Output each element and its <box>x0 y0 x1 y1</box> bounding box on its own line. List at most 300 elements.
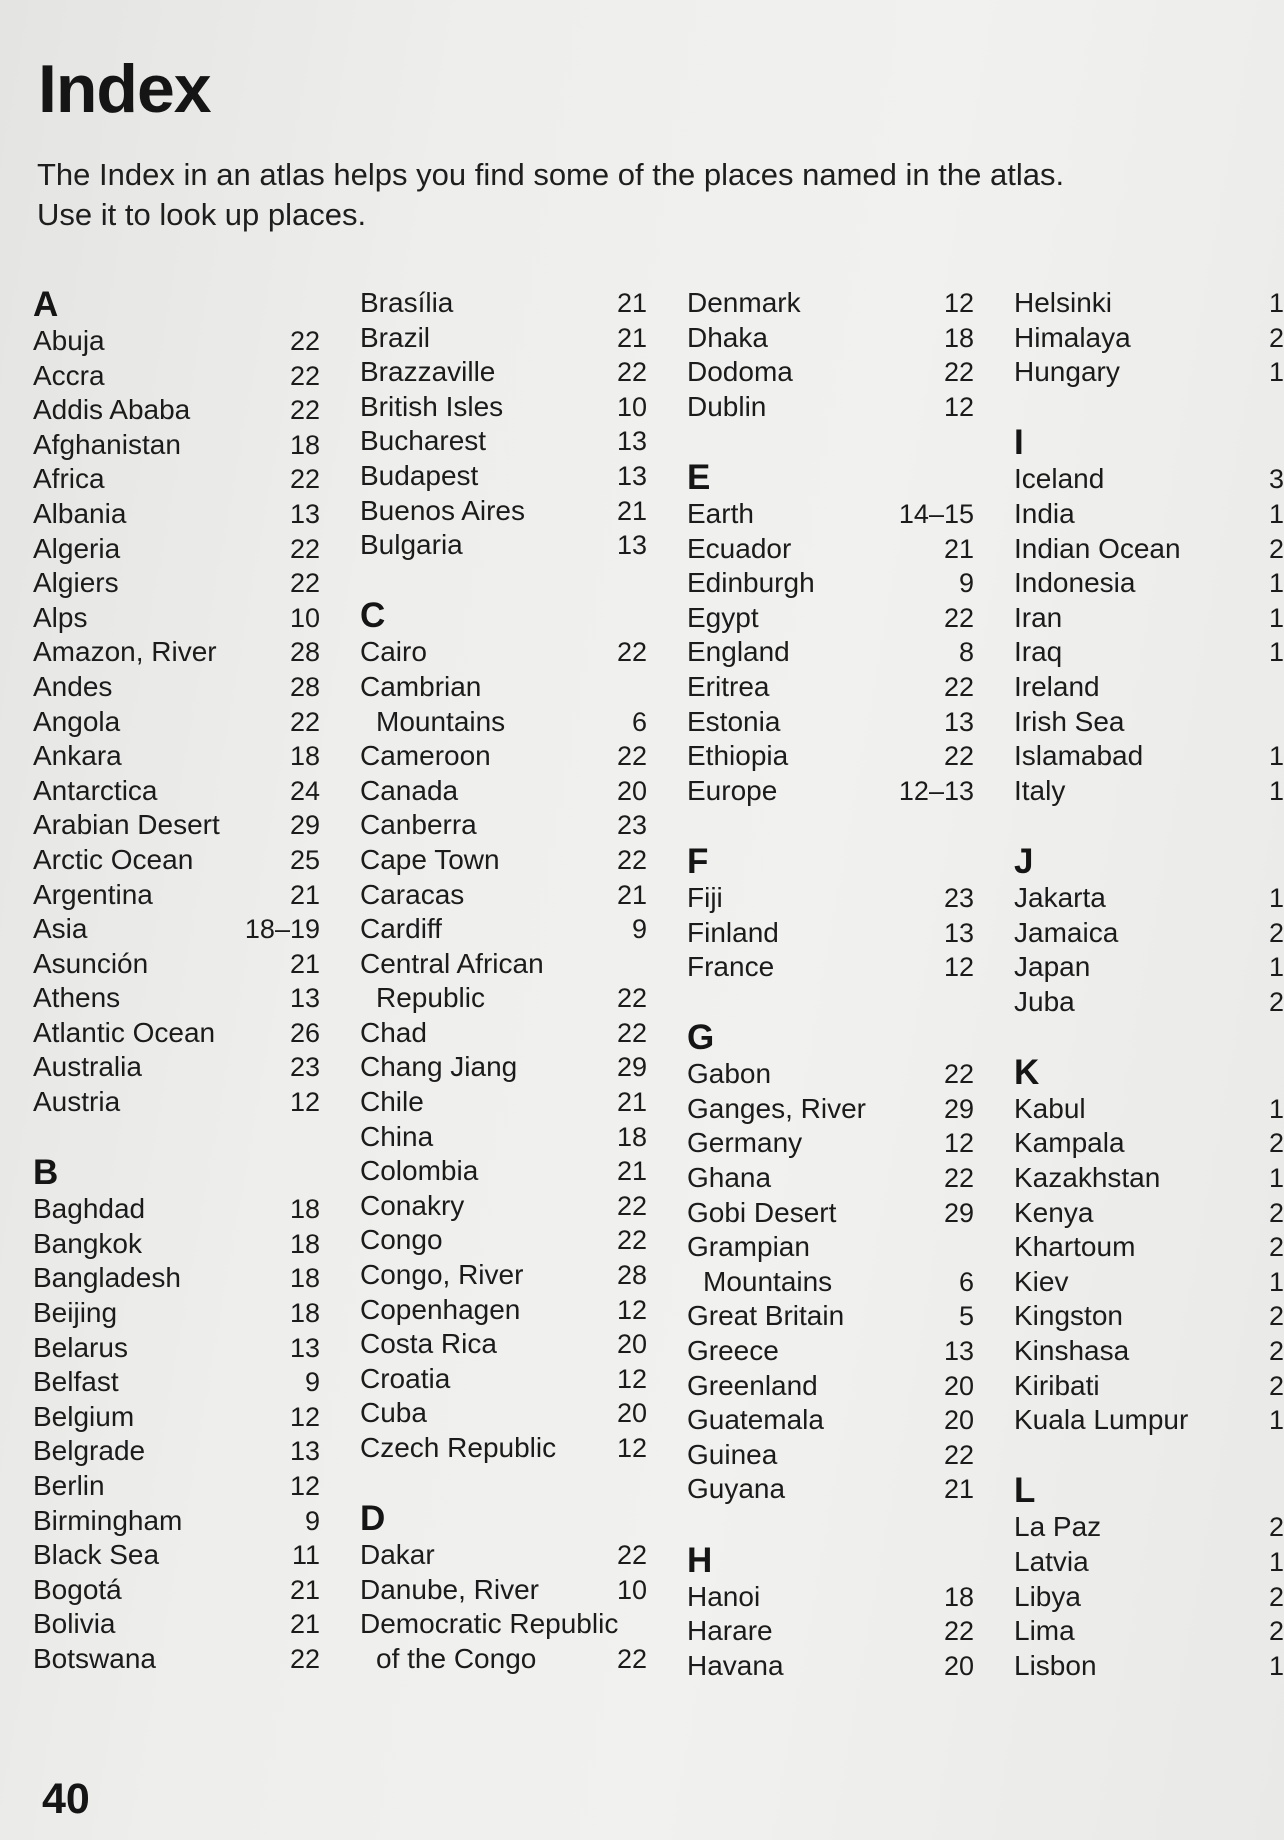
index-column-3 <box>687 286 974 1683</box>
index-entry <box>33 705 320 740</box>
index-entry-page: 9 <box>304 1367 320 1398</box>
index-entry-name: Chile <box>360 1086 424 1118</box>
index-entry-name: Himalaya <box>1014 321 1131 353</box>
index-entry-page: 18 <box>943 322 974 353</box>
index-spacer <box>1014 1019 1276 1054</box>
index-entry-name: Belfast <box>33 1366 119 1398</box>
index-entry-page: 12 <box>943 952 974 983</box>
index-entry <box>687 635 974 670</box>
index-entry-name: Argentina <box>33 878 153 910</box>
index-entry-name: France <box>687 951 775 983</box>
index-entry-name: Italy <box>1014 774 1066 806</box>
index-entry-page: 22 <box>943 741 974 772</box>
index-entry <box>360 1431 647 1466</box>
intro-line: The Index in an atlas helps you find some of the places named in the atlas. <box>37 157 1065 192</box>
index-entry-page: 21 <box>289 879 320 910</box>
index-entry-page: 2 <box>1268 917 1284 948</box>
index-entry <box>687 286 974 321</box>
index-entry <box>687 566 974 601</box>
index-entry <box>687 1161 974 1196</box>
index-entry-page: 22 <box>289 533 320 564</box>
index-entry-page: 22 <box>616 1643 647 1674</box>
index-entry-name: Germany <box>687 1127 803 1159</box>
index-entry-name: Iceland <box>1014 463 1105 495</box>
index-entry-page: 22 <box>616 741 647 772</box>
index-entry <box>360 1223 647 1258</box>
index-entry-page: 26 <box>289 1017 320 1048</box>
index-entry <box>1014 566 1284 601</box>
index-entry-name: Jamaica <box>1014 916 1119 948</box>
index-entry-name: Kenya <box>1014 1196 1094 1228</box>
index-entry-name: Libya <box>1014 1580 1081 1612</box>
index-entry <box>1014 1545 1284 1580</box>
index-spacer <box>687 808 974 843</box>
index-entry <box>1014 1403 1284 1438</box>
index-entry-page: 1 <box>1268 637 1284 668</box>
index-entry-name: Congo <box>360 1224 443 1256</box>
index-entry-page: 28 <box>616 1260 647 1291</box>
index-entry-name: Ankara <box>33 740 122 772</box>
index-entry-page: 13 <box>616 460 647 491</box>
index-entry-name: Belarus <box>33 1331 128 1363</box>
index-entry <box>687 1614 974 1649</box>
index-entry-page: 2 <box>1268 1370 1284 1401</box>
index-entry-name: Brazzaville <box>360 356 496 388</box>
index-entry <box>687 497 974 532</box>
index-entry-page: 13 <box>289 498 320 529</box>
index-entry-page: 13 <box>616 530 647 561</box>
index-entry-name: Republic <box>376 982 485 1014</box>
intro-line: Use it to look up places. <box>37 197 367 232</box>
index-entry-name: Edinburgh <box>687 567 815 599</box>
index-entry-name: Lima <box>1014 1615 1075 1647</box>
index-entry <box>1014 355 1284 390</box>
index-entry <box>360 286 647 321</box>
index-entry-name: Belgium <box>33 1400 135 1432</box>
index-entry-name: Ghana <box>687 1162 772 1194</box>
index-entry-name: Greece <box>687 1335 779 1367</box>
index-entry <box>687 1403 974 1438</box>
index-entry-page: 18 <box>616 1121 647 1152</box>
index-entry-page: 1 <box>1268 882 1284 913</box>
index-entry-name: Canada <box>360 774 459 806</box>
index-entry <box>1014 1092 1284 1127</box>
index-entry-page: 1 <box>1268 568 1284 599</box>
index-spacer <box>360 1466 647 1501</box>
index-entry <box>360 878 647 913</box>
index-entry-page: 22 <box>289 1643 320 1674</box>
index-entry <box>360 1573 647 1608</box>
index-entry-name: Canberra <box>360 809 477 841</box>
index-entry-page: 1 <box>1268 775 1284 806</box>
index-entry <box>360 321 647 356</box>
index-entry <box>33 1227 320 1262</box>
index-entry-name: Khartoum <box>1014 1231 1136 1263</box>
index-entry-page: 1 <box>1268 357 1284 388</box>
index-entry-name: Black Sea <box>33 1539 160 1571</box>
index-entry-page: 1 <box>1268 1405 1284 1436</box>
index-entry-name: Chad <box>360 1016 427 1048</box>
index-entry-name: Indian Ocean <box>1014 532 1181 564</box>
index-entry-page: 29 <box>616 1052 647 1083</box>
index-entry <box>1014 462 1284 497</box>
index-entry-name: Atlantic Ocean <box>33 1016 216 1048</box>
index-entry-name: England <box>687 636 790 668</box>
index-letter-heading: E <box>687 457 711 497</box>
index-entry-page: 28 <box>289 637 320 668</box>
index-entry-page: 18 <box>289 429 320 460</box>
index-entry <box>687 705 974 740</box>
index-entry-name: Lisbon <box>1014 1649 1097 1681</box>
index-entry <box>1014 1334 1284 1369</box>
index-entry <box>1014 601 1284 636</box>
index-entry-page: 12–13 <box>898 775 974 806</box>
index-entry-name: Kiev <box>1014 1265 1069 1297</box>
index-entry-name: Asia <box>33 913 88 945</box>
index-entry <box>360 424 647 459</box>
index-entry-name: Denmark <box>687 287 801 318</box>
index-entry <box>687 321 974 356</box>
index-entry-name: Greenland <box>687 1369 818 1401</box>
index-entry-name: of the Congo <box>376 1642 537 1674</box>
index-entry-name: Beijing <box>33 1297 118 1329</box>
index-entry-name: Finland <box>687 916 779 948</box>
index-entry <box>360 981 647 1016</box>
index-entry <box>360 705 647 740</box>
index-entry <box>1014 1614 1284 1649</box>
index-letter-heading: J <box>1014 841 1034 881</box>
index-entry <box>1014 916 1284 951</box>
index-entry <box>687 670 974 705</box>
index-entry-page: 22 <box>943 1163 974 1194</box>
index-entry-name: Algeria <box>33 532 121 564</box>
index-entry-page: 22 <box>289 360 320 391</box>
index-entry-name: Dhaka <box>687 321 768 353</box>
index-entry-name: Belgrade <box>33 1435 146 1467</box>
index-entry <box>360 1154 647 1189</box>
index-entry <box>33 324 320 359</box>
index-entry-name: Great Britain <box>687 1300 845 1332</box>
index-entry-name: Cambrian <box>360 670 482 702</box>
index-entry-name: Danube, River <box>360 1573 539 1605</box>
index-entry <box>360 1538 647 1573</box>
index-entry-name: Gabon <box>687 1058 772 1090</box>
index-entry <box>360 459 647 494</box>
index-entry-name: Arabian Desert <box>33 809 220 841</box>
index-entry <box>1014 1230 1284 1265</box>
index-entry-page: 22 <box>943 602 974 633</box>
index-entry <box>1014 774 1284 809</box>
index-entry-name: Kiribati <box>1014 1369 1100 1401</box>
index-entry-name: Austria <box>33 1086 121 1118</box>
index-spacer <box>1014 808 1276 843</box>
index-entry <box>687 532 974 567</box>
index-entry-page: 22 <box>616 1225 647 1256</box>
index-entry <box>1014 1196 1284 1231</box>
index-spacer <box>1014 1438 1276 1473</box>
index-entry-page: 1 <box>1268 602 1284 633</box>
index-entry <box>687 1299 974 1334</box>
index-entry <box>687 1126 974 1161</box>
index-entry <box>687 1196 974 1231</box>
index-entry <box>33 393 320 428</box>
index-entry <box>33 1642 320 1677</box>
index-entry-page: 12 <box>943 391 974 422</box>
index-column-4 <box>1014 286 1284 1683</box>
index-entry <box>687 881 974 916</box>
index-entry <box>360 774 647 809</box>
index-entry <box>33 1434 320 1469</box>
index-entry <box>1014 635 1284 670</box>
index-entry-name: Fiji <box>687 881 723 913</box>
index-entry-name: Guyana <box>687 1473 786 1505</box>
index-entry <box>1014 739 1284 774</box>
index-letter-heading: H <box>687 1540 713 1580</box>
index-letter-heading: C <box>360 596 386 636</box>
index-entry <box>687 1057 974 1092</box>
index-entry <box>360 808 647 843</box>
index-entry-page: 2 <box>1268 986 1284 1017</box>
index-spacer <box>360 563 647 598</box>
index-entry <box>360 635 647 670</box>
index-entry-name: Kampala <box>1014 1127 1125 1159</box>
index-entry-name: Conakry <box>360 1189 465 1221</box>
index-entry-page: 22 <box>943 1059 974 1090</box>
index-entry <box>1014 1580 1284 1615</box>
index-column-1 <box>33 286 320 1677</box>
index-entry-name: Cape Town <box>360 843 500 875</box>
index-entry-page: 18 <box>289 1263 320 1294</box>
index-entry <box>33 1261 320 1296</box>
index-entry-page: 13 <box>289 1332 320 1363</box>
index-entry-page: 10 <box>616 1574 647 1605</box>
index-entry-name: Czech Republic <box>360 1432 557 1463</box>
index-entry-page: 2 <box>1268 1301 1284 1332</box>
index-entry-name: Egypt <box>687 601 759 633</box>
index-entry-page: 22 <box>289 568 320 599</box>
index-entry-page: 2 <box>1268 533 1284 564</box>
index-entry <box>33 808 320 843</box>
index-entry-page: 14–15 <box>898 498 974 529</box>
index-entry <box>360 843 647 878</box>
page-number: 40 <box>42 1775 90 1823</box>
index-entry <box>360 494 647 529</box>
index-entry-page: 21 <box>289 948 320 979</box>
index-entry <box>687 1334 974 1369</box>
index-entry <box>33 462 320 497</box>
index-entry-name: Croatia <box>360 1362 451 1394</box>
index-entry-page: 2 <box>1268 1128 1284 1159</box>
index-entry-page: 12 <box>616 1433 647 1463</box>
index-entry-name: Alps <box>33 601 88 633</box>
index-entry-page: 13 <box>943 706 974 737</box>
index-entry-name: Algiers <box>33 567 119 599</box>
index-entry-page: 22 <box>616 844 647 875</box>
index-entry <box>360 528 647 563</box>
index-entry <box>33 1365 320 1400</box>
index-entry-name: Baghdad <box>33 1193 146 1225</box>
index-entry-name: Dodoma <box>687 356 793 388</box>
index-entry-page: 10 <box>616 391 647 422</box>
index-entry-name: Bogotá <box>33 1573 122 1605</box>
index-entry-name: Central African <box>360 947 544 979</box>
index-entry-name: Kingston <box>1014 1300 1123 1332</box>
index-entry-name: Jakarta <box>1014 881 1106 913</box>
index-entry <box>360 1396 647 1431</box>
index-entry-name: Angola <box>33 705 121 737</box>
index-entry <box>33 981 320 1016</box>
index-entry-page: 20 <box>943 1370 974 1401</box>
index-entry <box>687 355 974 390</box>
index-entry-name: Earth <box>687 497 754 529</box>
index-entry <box>33 1573 320 1608</box>
index-entry-name: Dakar <box>360 1539 435 1571</box>
index-entry-page: 12 <box>616 1363 647 1394</box>
index-entry-name: Guatemala <box>687 1404 824 1436</box>
index-entry-name: Juba <box>1014 985 1075 1017</box>
index-entry-name: Dublin <box>687 390 767 422</box>
index-entry-page: 22 <box>616 1017 647 1048</box>
index-entry <box>33 532 320 567</box>
index-entry-name: La Paz <box>1014 1511 1102 1543</box>
index-entry-name: Irish Sea <box>1014 705 1125 737</box>
index-entry-page: 23 <box>616 810 647 841</box>
index-entry-name: Copenhagen <box>360 1293 521 1325</box>
index-entry-name: Bangladesh <box>33 1262 181 1294</box>
index-entry-page: 21 <box>616 1156 647 1187</box>
index-entry-page: 2 <box>1268 1336 1284 1367</box>
index-entry <box>687 1230 974 1265</box>
index-entry-name: Afghanistan <box>33 428 181 460</box>
index-entry <box>360 1258 647 1293</box>
index-entry-name: Bolivia <box>33 1608 116 1640</box>
index-entry <box>360 912 647 947</box>
index-entry <box>360 1120 647 1155</box>
index-entry-page: 6 <box>958 1266 974 1297</box>
index-entry <box>687 1472 974 1507</box>
index-entry-page: 28 <box>289 671 320 702</box>
index-entry-name: Grampian <box>687 1231 810 1263</box>
index-entry-page: 13 <box>616 426 647 457</box>
index-entry-page: 18 <box>289 1228 320 1259</box>
index-entry <box>33 843 320 878</box>
index-entry-page: 18–19 <box>244 914 320 945</box>
index-entry <box>360 1085 647 1120</box>
index-entry <box>1014 1649 1284 1684</box>
index-entry <box>687 1092 974 1127</box>
index-entry <box>687 739 974 774</box>
index-entry <box>1014 985 1284 1020</box>
index-entry <box>33 878 320 913</box>
index-entry <box>687 1649 974 1684</box>
index-entry-name: Kinshasa <box>1014 1335 1130 1367</box>
index-entry-page: 11 <box>291 1540 320 1571</box>
index-entry <box>1014 950 1284 985</box>
index-entry <box>1014 321 1284 356</box>
index-entry-page: 1 <box>1268 741 1284 772</box>
index-entry-page: 18 <box>289 741 320 772</box>
index-entry-name: Congo, River <box>360 1259 524 1291</box>
index-entry <box>360 1362 647 1397</box>
index-entry <box>360 670 647 705</box>
index-entry-page: 21 <box>616 879 647 910</box>
index-letter-heading: G <box>687 1018 715 1058</box>
index-entry <box>687 1265 974 1300</box>
index-entry-name: Ethiopia <box>687 740 789 772</box>
index-entry <box>33 1400 320 1435</box>
index-entry-page: 1 <box>1268 1547 1284 1577</box>
index-letter-heading: L <box>1014 1471 1036 1511</box>
index-entry <box>687 1438 974 1473</box>
index-entry-name: Guinea <box>687 1438 778 1470</box>
index-entry-page: 22 <box>943 357 974 388</box>
index-entry-page: 22 <box>289 464 320 495</box>
index-entry-page: 20 <box>616 1398 647 1429</box>
index-entry <box>33 497 320 532</box>
index-entry-name: Cuba <box>360 1397 427 1429</box>
index-entry-name: Kuala Lumpur <box>1014 1404 1189 1436</box>
index-letter-heading: F <box>687 841 709 881</box>
index-entry <box>1014 1299 1284 1334</box>
index-entry-name: Democratic Republic <box>360 1608 619 1640</box>
index-entry <box>360 947 647 982</box>
index-entry-page: 29 <box>289 810 320 841</box>
index-entry <box>33 1296 320 1331</box>
index-entry <box>360 1016 647 1051</box>
index-entry-page: 1 <box>1268 498 1284 529</box>
index-entry-name: Brasília <box>360 287 454 318</box>
index-entry-page: 22 <box>289 326 320 356</box>
index-entry <box>687 916 974 951</box>
index-entry <box>687 390 974 425</box>
index-entry-name: India <box>1014 497 1075 529</box>
index-entry-page: 22 <box>616 357 647 388</box>
index-entry-page: 22 <box>943 1616 974 1647</box>
index-entry-name: Caracas <box>360 878 465 910</box>
index-entry-page: 2 <box>1268 1512 1284 1543</box>
index-entry <box>687 774 974 809</box>
index-entry-name: Australia <box>33 1051 142 1083</box>
index-entry-name: Ecuador <box>687 532 792 564</box>
index-entry-name: Accra <box>33 359 105 391</box>
index-entry-name: Estonia <box>687 705 781 737</box>
index-entry-page: 22 <box>616 637 647 668</box>
index-entry-page: 13 <box>289 983 320 1014</box>
index-entry-name: Addis Ababa <box>33 394 191 426</box>
index-entry-name: Brazil <box>360 321 431 353</box>
index-entry-name: Harare <box>687 1615 773 1647</box>
index-column-2 <box>360 286 647 1677</box>
index-entry-page: 10 <box>289 602 320 633</box>
index-entry-page: 12 <box>289 1471 320 1501</box>
index-entry <box>33 601 320 636</box>
index-entry-name: Africa <box>33 463 105 495</box>
index-entry-name: Japan <box>1014 951 1091 983</box>
index-entry <box>687 950 974 985</box>
index-entry <box>1014 1510 1284 1545</box>
index-entry <box>33 1192 320 1227</box>
index-entry-page: 21 <box>616 1087 647 1118</box>
index-entry <box>360 1293 647 1328</box>
index-entry-page: 22 <box>616 1540 647 1571</box>
index-entry <box>360 739 647 774</box>
index-entry-name: Cardiff <box>360 913 442 945</box>
index-entry <box>1014 1369 1284 1404</box>
index-entry-page: 21 <box>616 495 647 526</box>
index-spacer <box>687 424 974 459</box>
index-entry-page: 22 <box>616 1190 647 1221</box>
index-entry-page: 13 <box>289 1436 320 1467</box>
